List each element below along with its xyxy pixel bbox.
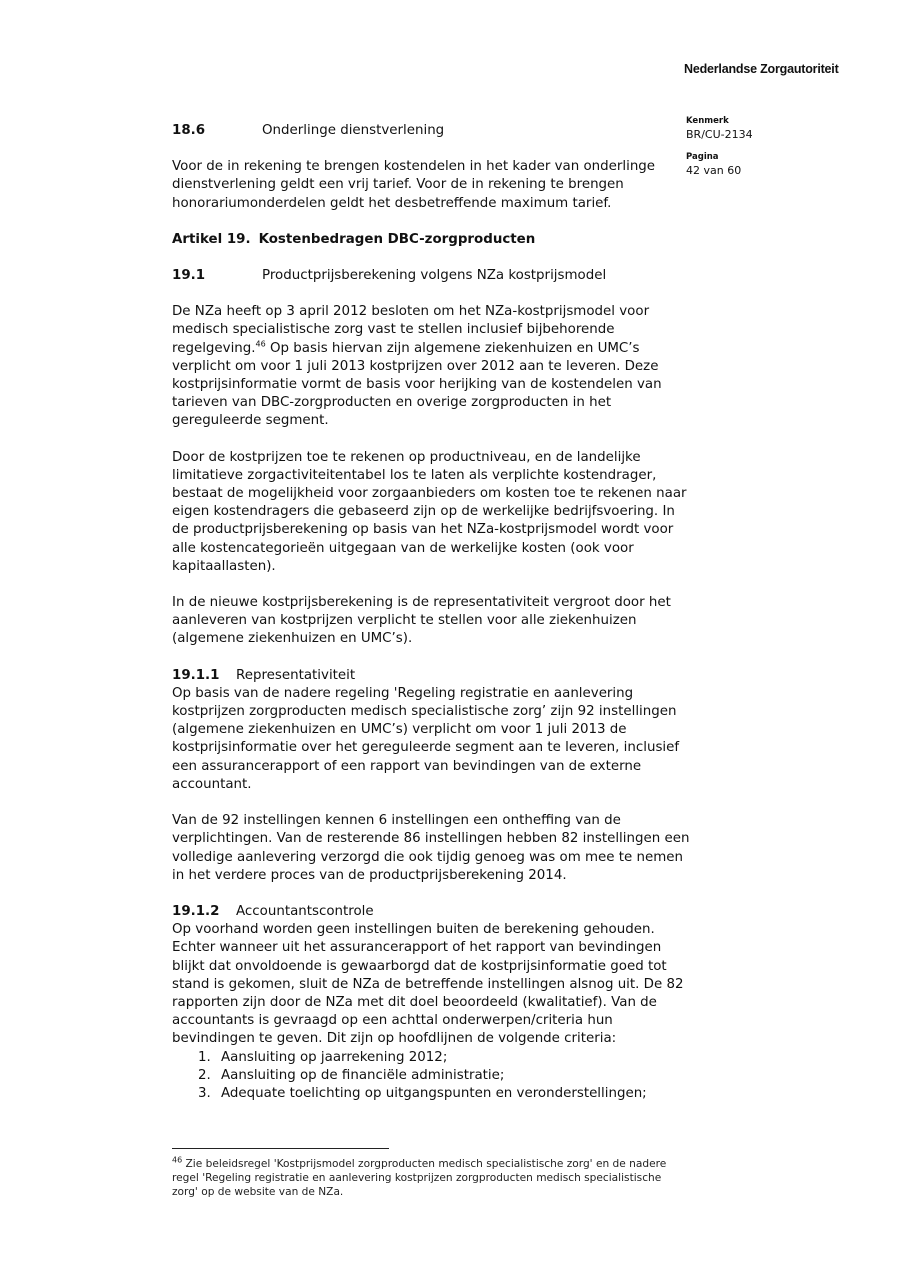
paragraph: Op voorhand worden geen instellingen buiten de berekening gehouden. Echter wanneer uit het assurancerapport of het rapport van bevindingen blijkt dat onvoldoende is gewaarborgd dat de kostprijsinformatie goed tot stand is gekomen, sluit de NZa de betreffende instellingen alsnog uit. De 82 rapporten zijn door de NZa met dit doel beoordeeld (kwalitatief). Van de accountants is gevraagd op een achttal onderwerpen/criteria hun bevindingen te geven. Dit zijn op hoofdlijnen de volgende criteria: xyxy=(172,922,684,1047)
criteria-item: 2. Aansluiting op de financiële administratie; xyxy=(215,1067,692,1085)
section-18-6-heading xyxy=(172,122,692,140)
text-span: De NZa heeft op 3 april 2012 besloten om het NZa-kostprijsmodel voor medisch specialistische zorg vast te stellen inclusief bijbehorende regelgeving. xyxy=(172,304,650,356)
section-number: 19.1 xyxy=(172,268,206,284)
footnote-separator xyxy=(172,1148,389,1149)
kenmerk-block xyxy=(686,114,753,142)
pagina-block xyxy=(686,150,741,178)
kenmerk-label: Kenmerk xyxy=(686,116,729,126)
footnote-reference[interactable]: 46 xyxy=(255,339,266,349)
footnote xyxy=(172,1157,682,1199)
section-title: Onderlinge dienstverlening xyxy=(262,123,445,138)
section-title: Accountantscontrole xyxy=(236,903,374,919)
section-19-1-1-heading xyxy=(172,667,692,685)
paragraph: Door de kostprijzen toe te rekenen op productniveau, en de landelijke limitatieve zorgactiviteitentabel los te laten als verplichte kostendrager, bestaat de mogelijkheid voor zorgaanbieders om kosten toe te rekenen naar eigen kostendragers die gebaseerd zijn op de werkelijke bedrijfsvoering. In de productprijsberekening op basis van het NZa-kostprijsmodel wordt voor alle kostencategorieën uitgegaan van de werkelijke kosten (ook voor kapitaallasten). xyxy=(172,449,687,574)
paragraph: In de nieuwe kostprijsberekening is de representativiteit vergroot door het aanleveren van kostprijzen verplicht te stellen voor alle ziekenhuizen (algemene ziekenhuizen en UMC’s). xyxy=(172,595,671,647)
paragraph xyxy=(172,303,692,430)
article-title: Kostenbedragen DBC-zorgproducten xyxy=(258,231,536,247)
section-title: Representativiteit xyxy=(236,667,356,683)
criteria-item: 1. Aansluiting op jaarrekening 2012; xyxy=(215,1049,692,1067)
pagina-value: 42 van 60 xyxy=(686,164,742,177)
footnote-text: Zie beleidsregel 'Kostprijsmodel zorgproducten medisch specialistische zorg' en de nadere regel 'Regeling registratie en aanlevering kostprijzen zorgproducten medisch specialistische zorg' op de website van de NZa. xyxy=(172,1158,667,1198)
document-body xyxy=(172,122,692,1103)
section-19-1-heading xyxy=(172,267,692,285)
paragraph: Voor de in rekening te brengen kostendelen in het kader van onderlinge dienstverlening geldt een vrij tarief. Voor de in rekening te brengen honorariumonderdelen geldt het desbetreffende maximum tarief. xyxy=(172,159,656,211)
organization-name: Nederlandse Zorgautoriteit xyxy=(684,62,839,76)
section-title: Productprijsberekening volgens NZa kostprijsmodel xyxy=(262,268,607,284)
article-19-heading xyxy=(172,231,692,249)
footnote-number: 46 xyxy=(172,1155,183,1165)
paragraph: Van de 92 instellingen kennen 6 instellingen een ontheffing van de verplichtingen. Van de resterende 86 instellingen hebben 82 instellingen een volledige aanlevering verzorgd die ook tijdig genoeg was om mee te nemen in het verdere proces van de productprijsberekening 2014. xyxy=(172,813,690,883)
section-number: 19.1.2 xyxy=(172,903,220,919)
criteria-item: 3. Adequate toelichting op uitgangspunten en veronderstellingen; xyxy=(215,1085,692,1103)
article-number: Artikel 19. xyxy=(172,231,251,247)
pagina-label: Pagina xyxy=(686,152,719,162)
criteria-list xyxy=(172,1049,692,1104)
kenmerk-value: BR/CU-2134 xyxy=(686,128,753,141)
section-number: 18.6 xyxy=(172,123,206,138)
section-19-1-2-heading xyxy=(172,903,692,921)
section-number: 19.1.1 xyxy=(172,667,220,683)
text-span: Op basis hiervan zijn algemene ziekenhuizen en UMC’s verplicht om voor 1 juli 2013 kostprijzen over 2012 aan te leveren. Deze kostprijsinformatie vormt de basis voor herijking van de kostendelen van tarieven van DBC-zorgproducten en overige zorgproducten in het gereguleerde segment. xyxy=(172,340,662,429)
paragraph: Op basis van de nadere regeling 'Regeling registratie en aanlevering kostprijzen zorgproducten medisch specialistische zorg’ zijn 92 instellingen (algemene ziekenhuizen en UMC’s) verplicht om voor 1 juli 2013 de kostprijsinformatie over het gereguleerde segment aan te leveren, inclusief een assurancerapport of een rapport van bevindingen van de externe accountant. xyxy=(172,685,680,792)
